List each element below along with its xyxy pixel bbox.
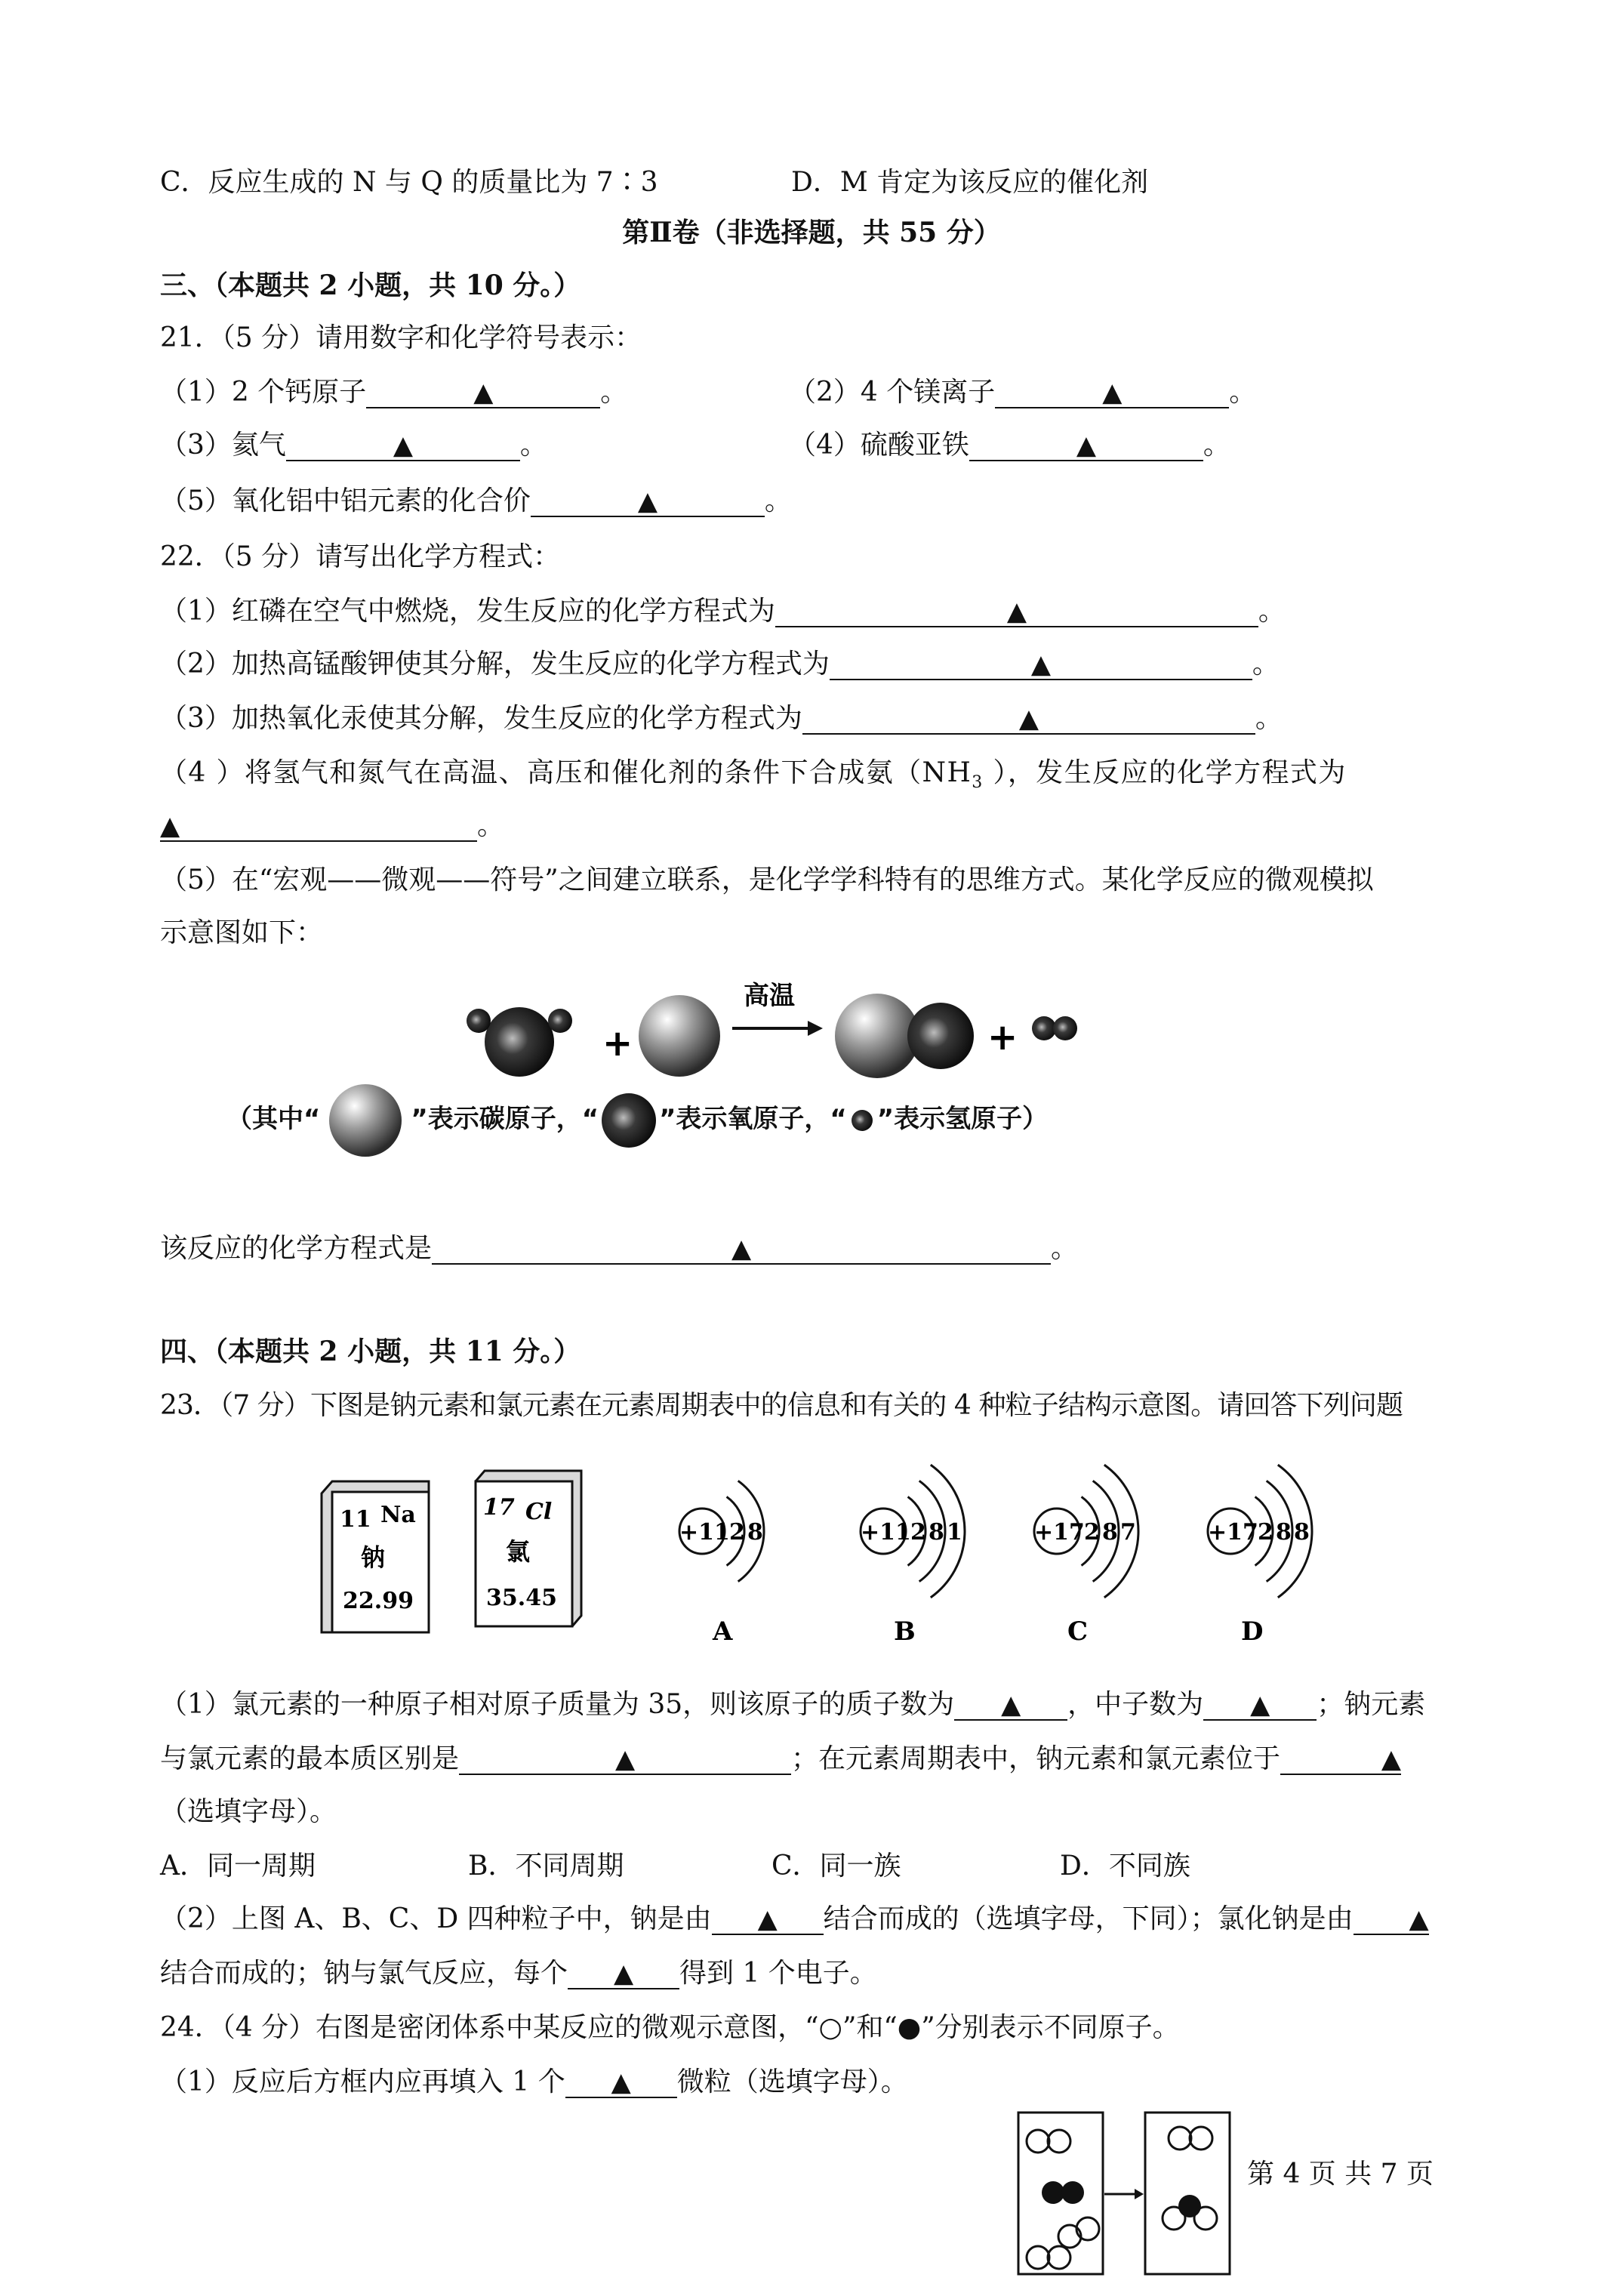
answer-marker: ▲ — [614, 1744, 636, 1774]
answer-marker: ▲ — [1409, 1904, 1429, 1934]
particle-d — [1208, 1465, 1312, 1647]
q21-item5-blank[interactable] — [531, 485, 765, 517]
chlorine-card — [476, 1471, 581, 1626]
period: 。 — [1051, 1233, 1079, 1264]
q22-item5-line1: （5）在“宏观——微观——符号”之间建立联系，是化学学科特有的思维方式。某化学反应的微观模拟 — [160, 864, 1374, 895]
period: 。 — [1203, 430, 1230, 461]
na-name: 钠 — [361, 1543, 386, 1572]
q24-reaction-diagram — [1015, 2108, 1234, 2279]
q23-p2c: 结合而成的；钠与氯气反应，每个 — [160, 1958, 568, 1989]
q24-stem: 24．（4 分）右图是密闭体系中某反应的微观示意图，“○”和“●”分别表示不同原子。 — [160, 2012, 1180, 2043]
nucleus-charge: +17 — [1208, 1519, 1258, 1546]
q21-item3-blank[interactable] — [286, 430, 520, 461]
particle-label: A — [713, 1616, 733, 1647]
answer-marker: ▲ — [1102, 378, 1123, 408]
q23-difference-blank[interactable] — [459, 1743, 791, 1775]
q22-item2 — [160, 646, 1280, 683]
na-mass: 22.99 — [343, 1588, 414, 1614]
q23-p1e: ；在元素周期表中，钠元素和氯元素位于 — [791, 1743, 1281, 1774]
q23-part2-line2 — [160, 1955, 877, 1992]
hydrogen-legend-icon — [847, 1083, 877, 1158]
electron-count: 2 — [1084, 1519, 1100, 1546]
q23-neutron-blank[interactable] — [1203, 1689, 1317, 1721]
q21-item5 — [160, 483, 792, 519]
carbon-atom — [639, 995, 720, 1077]
q21-item4-text: （4）硫酸亚铁 — [789, 430, 969, 461]
particle-structure-diagrams — [664, 1457, 1540, 1653]
q23-p2d: 得到 1 个电子。 — [679, 1958, 877, 1989]
electron-count: 2 — [729, 1519, 745, 1546]
period: 。 — [519, 430, 547, 461]
electron-count: 2 — [1258, 1519, 1273, 1546]
q22-item5-line2: 示意图如下： — [160, 917, 324, 948]
q21-item3 — [160, 427, 547, 464]
q21-stem: 21．（5 分）请用数字和化学符号表示： — [160, 322, 642, 353]
q23-p2a: （2）上图 A、B、C、D 四种粒子中，钠是由 — [160, 1903, 712, 1934]
answer-marker: ▲ — [613, 1959, 634, 1989]
na-number: 11 — [340, 1506, 371, 1533]
q23-p1c: ；钠元素 — [1317, 1689, 1426, 1720]
period: 。 — [1229, 377, 1257, 408]
nucleus-charge: +11 — [861, 1519, 911, 1546]
q20-option-c: C．反应生成的 N 与 Q 的质量比为 7∶3 — [160, 167, 658, 198]
q23-part2-line1 — [160, 1901, 1429, 1937]
q22-item1-text: （1）红磷在空气中燃烧，发生反应的化学方程式为 — [160, 596, 775, 627]
legend-text-a: （其中“ — [226, 1104, 321, 1134]
sodium-card — [322, 1481, 429, 1632]
na-symbol: Na — [380, 1502, 416, 1528]
q22-item2-blank[interactable] — [830, 649, 1252, 680]
period: 。 — [1252, 649, 1280, 680]
q23-p1b: ，中子数为 — [1067, 1689, 1204, 1720]
electron-count: 8 — [1276, 1519, 1292, 1546]
particle-c — [1034, 1465, 1138, 1647]
particle-label: D — [1241, 1616, 1264, 1647]
cl-symbol: Cl — [525, 1499, 553, 1525]
q22-item4-answer — [160, 808, 504, 844]
q21-item1-text: （1）2 个钙原子 — [160, 377, 367, 408]
cl-mass: 35.45 — [486, 1585, 557, 1611]
electron-count: 8 — [1294, 1519, 1310, 1546]
period: 。 — [764, 485, 792, 516]
particle-label: B — [894, 1616, 916, 1647]
particle-b — [861, 1465, 965, 1647]
after-box — [1145, 2113, 1230, 2274]
after-dark-particle — [1178, 2195, 1201, 2217]
q23-part1-line2 — [160, 1741, 1401, 1777]
q22-item1-blank[interactable] — [775, 596, 1258, 627]
electron-count: 8 — [1102, 1519, 1118, 1546]
answer-marker: ▲ — [757, 1904, 778, 1934]
answer-marker: ▲ — [1030, 649, 1051, 680]
period: 。 — [1255, 703, 1283, 734]
q23-sodium-blank[interactable] — [712, 1903, 824, 1935]
q23-opt-b: B．不同周期 — [468, 1851, 624, 1881]
plus-sign: + — [987, 1016, 1018, 1059]
q21-item1 — [160, 374, 627, 411]
diagram-legend — [226, 1081, 1048, 1158]
q22-item4-text-a: （4 ）将氢气和氮气在高温、高压和催化剂的条件下合成氨（NH — [160, 757, 972, 788]
q23-opt-a: A．同一周期 — [160, 1851, 316, 1881]
carbon-legend-icon — [320, 1083, 411, 1158]
answer-marker: ▲ — [611, 2067, 631, 2097]
legend-text-d: ”表示氢原子） — [876, 1104, 1049, 1134]
q23-part1-line3: （选填字母）。 — [160, 1796, 337, 1827]
q23-stem: 23．（7 分）下图是钠元素和氯元素在元素周期表中的信息和有关的 4 种粒子结构示意图。请回答下列问题 — [160, 1390, 1403, 1421]
q21-item4-blank[interactable] — [969, 430, 1203, 461]
electron-count: 7 — [1120, 1519, 1136, 1546]
legend-text-c: ”表示氧原子，“ — [659, 1104, 847, 1134]
q21-item2-blank[interactable] — [995, 377, 1229, 408]
nucleus-charge: +17 — [1034, 1519, 1085, 1546]
page-footer: 第 4 页 共 7 页 — [1247, 2159, 1434, 2190]
q22-item3 — [160, 701, 1283, 737]
period: 。 — [600, 377, 628, 408]
answer-marker: ▲ — [1001, 1690, 1021, 1720]
q22-item5-answer — [160, 1231, 1078, 1267]
q21-item1-blank[interactable] — [366, 377, 600, 408]
oxygen-legend-icon — [599, 1083, 659, 1158]
reaction-condition: 高温 — [744, 981, 795, 1011]
legend-text-b: ”表示碳原子，“ — [411, 1104, 599, 1134]
q24-item1-blank[interactable] — [565, 2066, 677, 2098]
q24-item1-text-b: 微粒（选填字母）。 — [676, 2066, 908, 2097]
q23-p2b: 结合而成的（选填字母，下同）；氯化钠是由 — [823, 1903, 1354, 1934]
answer-marker: ▲ — [1006, 596, 1027, 627]
period: 。 — [1258, 596, 1286, 627]
q23-p1a: （1）氯元素的一种原子相对原子质量为 35，则该原子的质子数为 — [160, 1689, 955, 1720]
q23-electron-blank[interactable] — [568, 1958, 679, 1989]
q21-item2-text: （2）4 个镁离子 — [789, 377, 996, 408]
q23-opt-c: C．同一族 — [771, 1851, 901, 1881]
answer-marker: ▲ — [1018, 704, 1039, 734]
electron-count: 8 — [929, 1519, 944, 1546]
answer-marker: ▲ — [160, 811, 180, 841]
q22-item3-blank[interactable] — [802, 703, 1255, 735]
answer-marker: ▲ — [473, 378, 494, 408]
co-molecule — [835, 994, 974, 1078]
electron-count: 2 — [910, 1519, 926, 1546]
cl-number: 17 — [483, 1494, 515, 1521]
electron-count: 1 — [947, 1519, 962, 1546]
answer-marker: ▲ — [393, 430, 413, 461]
answer-marker: ▲ — [1250, 1690, 1270, 1720]
q22-item2-text: （2）加热高锰酸钾使其分解，发生反应的化学方程式为 — [160, 649, 830, 680]
q21-item4 — [789, 427, 1230, 464]
q21-item5-text: （5）氧化铝中铝元素的化合价 — [160, 485, 531, 516]
answer-marker: ▲ — [1076, 430, 1096, 461]
q21-item2 — [789, 374, 1256, 411]
q24-item1-text-a: （1）反应后方框内应再填入 1 个 — [160, 2066, 565, 2097]
q22-item4 — [160, 755, 1347, 801]
section4-title: 四、（本题共 2 小题，共 11 分。） — [160, 1336, 581, 1367]
q22-item1 — [160, 593, 1286, 630]
answer-marker: ▲ — [731, 1234, 752, 1264]
particle-a — [679, 1481, 764, 1647]
q21-item3-text: （3）氦气 — [160, 430, 286, 461]
arrow-head — [808, 1021, 823, 1036]
cl-name: 氯 — [506, 1537, 531, 1566]
nucleus-charge: +11 — [679, 1519, 730, 1546]
q23-proton-blank[interactable] — [954, 1689, 1067, 1721]
hydrogen-molecule — [1032, 1016, 1077, 1040]
q23-p1d: 与氯元素的最本质区别是 — [160, 1743, 460, 1774]
particle-label: C — [1067, 1616, 1089, 1647]
q24-item1 — [160, 2064, 908, 2100]
electron-count: 8 — [747, 1519, 763, 1546]
q22-stem: 22．（5 分）请写出化学方程式： — [160, 541, 561, 572]
water-molecule — [467, 1007, 572, 1077]
q22-item4-text-b: ），发生反应的化学方程式为 — [983, 757, 1347, 788]
q22-item4-sub: 3 — [972, 773, 984, 793]
q23-opt-d: D．不同族 — [1060, 1851, 1190, 1881]
q22-item5-blank[interactable] — [432, 1233, 1051, 1265]
plus-sign: + — [602, 1022, 633, 1065]
q22-item4-blank[interactable] — [160, 810, 477, 842]
section3-title: 三、（本题共 2 小题，共 10 分。） — [160, 270, 581, 301]
q23-nacl-blank[interactable] — [1354, 1903, 1429, 1935]
q23-position-blank[interactable] — [1280, 1743, 1401, 1775]
q23-part1-line1 — [160, 1687, 1425, 1723]
q24-arrow-head — [1135, 2189, 1144, 2199]
q22-item3-text: （3）加热氧化汞使其分解，发生反应的化学方程式为 — [160, 703, 802, 734]
period: 。 — [477, 810, 505, 841]
answer-marker: ▲ — [637, 486, 658, 516]
element-cards — [316, 1465, 587, 1646]
q20-option-d: D．M 肯定为该反应的催化剂 — [791, 167, 1149, 198]
answer-marker: ▲ — [1381, 1744, 1402, 1774]
q22-item5-answer-text: 该反应的化学方程式是 — [160, 1233, 433, 1264]
part2-title: 第Ⅱ卷（非选择题，共 55 分） — [622, 217, 1001, 248]
